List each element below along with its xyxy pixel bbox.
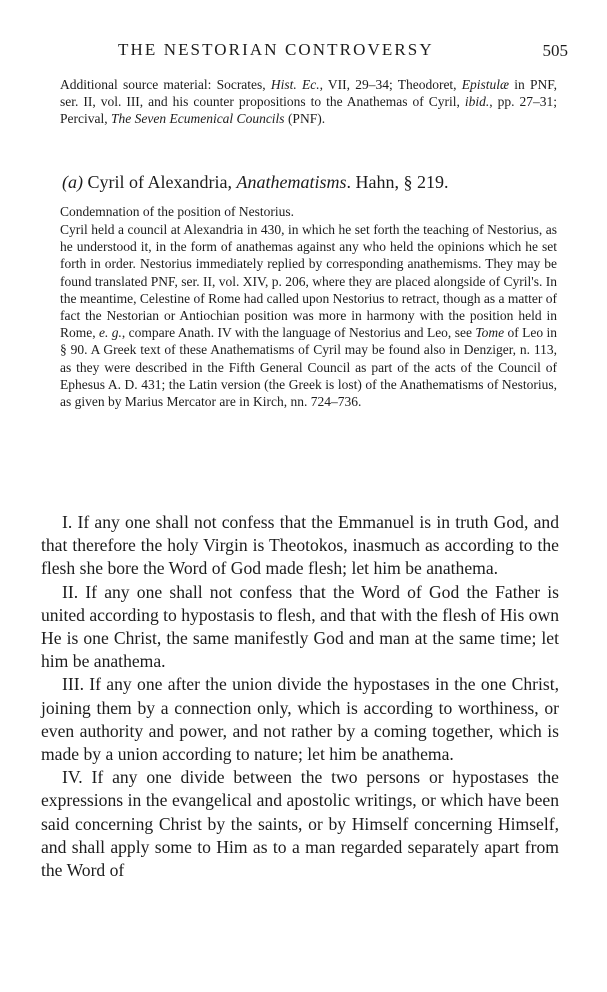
anathema-1: I. If any one shall not confess that the Emmanuel is in truth God, and that therefore the holy Virgin is Theotokos, inasmuch as according to the flesh she bore the Word of God made flesh; let him be anathema. <box>41 512 559 579</box>
source-note-text: , pp. 27–31; Percival, <box>60 94 557 127</box>
source-note <box>60 76 557 128</box>
source-note-italic: The Seven Ecumenical Councils <box>110 111 285 127</box>
intro-text: , compare Anath. IV with the language of Nestorius and Leo, see <box>121 325 476 341</box>
source-note-text: (PNF). <box>284 111 326 127</box>
source-note-text: in PNF, ser. II, vol. III, and his counter propositions to the Anathemas of Cyril, <box>60 77 558 110</box>
intro-title: Condemnation of the position of Nestorius. <box>60 204 294 219</box>
running-title: THE NESTORIAN CONTROVERSY <box>118 40 434 59</box>
intro-italic: e. g. <box>99 325 122 341</box>
section-label: (a) <box>62 172 83 192</box>
intro-text: of Leo in § 90. A Greek text of these Anathematisms of Cyril may be found also in Denziger, n. 113, as they were described in the Fifth General Council as part of the acts of the Council of Ephesus A. D. 431; the Latin version (the Greek is lost) of the Anathematisms of Nestorius, as given by Marius Mercator are in Kirch, nn. 724–736. <box>60 325 557 410</box>
source-note-italic: Epistulæ <box>461 77 510 92</box>
section-reference: . Hahn, § 219. <box>346 172 449 192</box>
source-note-text: , VII, 29–34; Theodoret, <box>319 77 462 92</box>
running-head <box>60 40 568 64</box>
source-note-text: Additional source material: Socrates, <box>60 77 271 92</box>
section-heading <box>62 172 562 193</box>
intro-paragraph <box>60 221 557 410</box>
anathema-3: III. If any one after the union divide the hypostases in the one Christ, joining them by a connection only, which is according to worthiness, or even authority and power, and not rather by a coming together, which is made by a union according to nature; let him be anathema. <box>41 674 559 765</box>
anathema-list <box>41 511 559 882</box>
source-note-italic: ibid. <box>464 94 490 110</box>
section-work: Anathematisms <box>236 172 347 192</box>
anathema-2: II. If any one shall not confess that the Word of God the Father is united according to hypostasis to flesh, and that with the flesh of His own He is one Christ, the same manifestly God and man at the same time; let him be anathema. <box>41 581 559 672</box>
section-author: Cyril of Alexandria, <box>83 172 237 192</box>
page-number: 505 <box>542 41 568 60</box>
intro-text: Cyril held a council at Alexandria in 430, in which he set forth the teaching of Nestorius, as he understood it, in the form of anathemas against any who held the opinions which he set forth in order. Nestorius immediately replied by corresponding anathemisms. They may be found translated PNF, ser. II, vol. XIV, p. 206, where they are placed alongside of Cyril's. In the meantime, Celestine of Rome had called upon Nestorius to retract, though as a matter of fact the Nestorian or Antiochian position was more in harmony with the position held in Rome, <box>60 222 557 341</box>
source-note-italic: Hist. Ec. <box>270 77 320 92</box>
anathema-4: IV. If any one divide between the two persons or hypostases the expressions in the evangelical and apostolic writings, or which have been said concerning Christ by the saints, or by Himself concerning Himself, and shall apply some to Him as to a man regarded separately apart from the Word of <box>41 767 559 881</box>
intro-italic: Tome <box>475 325 505 341</box>
